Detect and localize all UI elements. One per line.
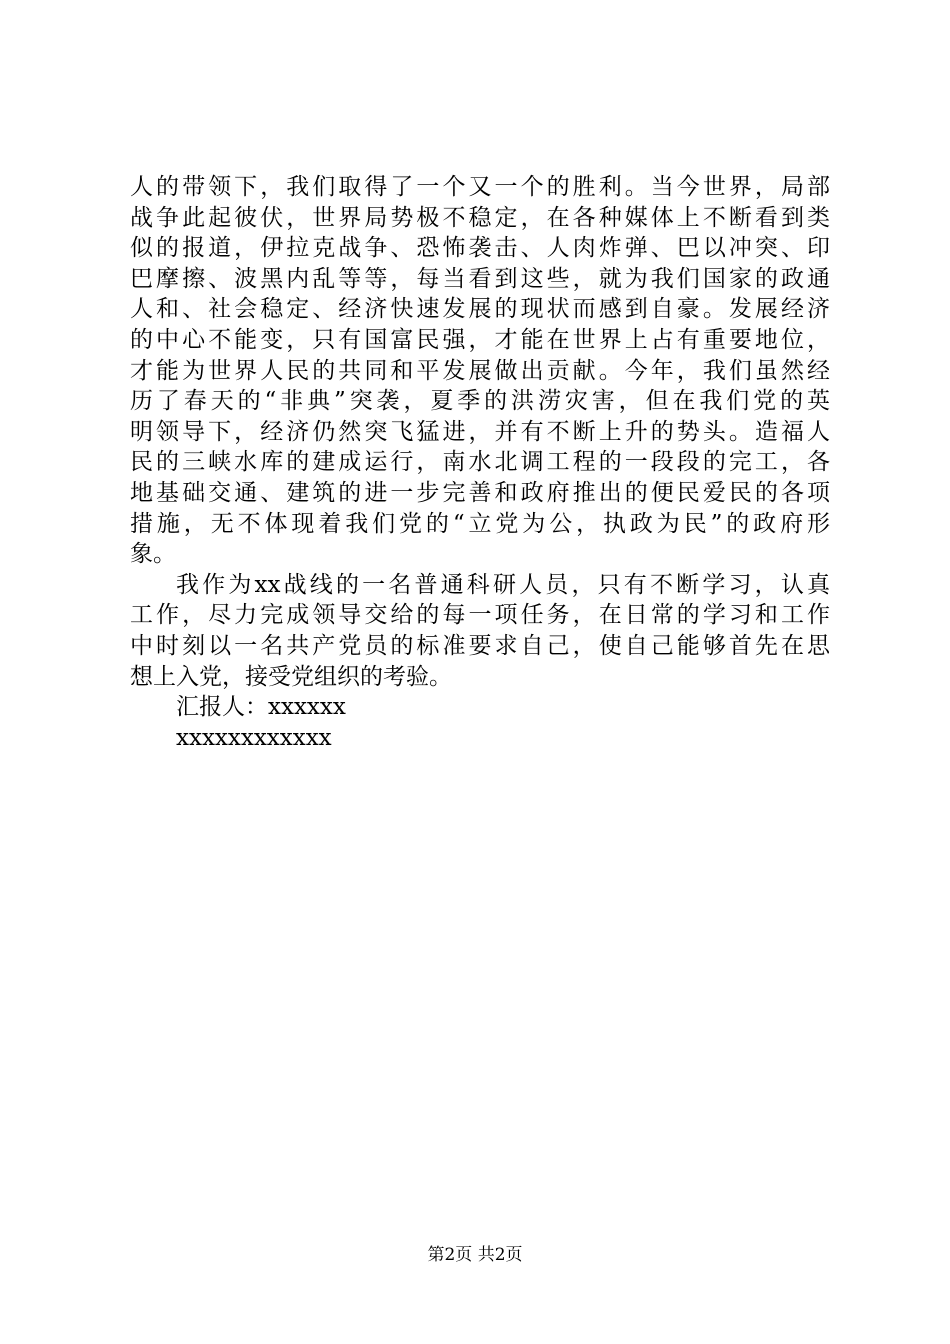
text-line: 人的带领下，我们取得了一个又一个的胜利。当今世界，局部 (130, 174, 830, 200)
paragraph-2 (130, 570, 830, 692)
text-line: 想上入党，接受党组织的考验。 (130, 663, 452, 690)
page-indicator: 第2页 共2页 (427, 1245, 523, 1265)
text-line: 历了春天的“非典”突袭，夏季的洪涝灾害，但在我们党的英 (130, 388, 830, 415)
text-line: 措施，无不体现着我们党的“立党为公，执政为民”的政府形 (130, 510, 830, 537)
text-line: 象。 (130, 541, 176, 568)
text-line: 明领导下，经济仍然突飞猛进，并有不断上升的势头。造福人 (130, 418, 830, 445)
text-line: 我作为xx战线的一名普通科研人员，只有不断学习，认真 (176, 571, 830, 598)
reporter-line: 汇报人：xxxxxx (176, 694, 346, 721)
text-line: 地基础交通、建筑的进一步完善和政府推出的便民爱民的各项 (130, 479, 830, 506)
text-line: 工作，尽力完成领导交给的每一项任务，在日常的学习和工作 (130, 602, 830, 629)
text-line: 中时刻以一名共产党员的标准要求自己，使自己能够首先在思 (130, 632, 830, 659)
text-line: 战争此起彼伏，世界局势极不稳定，在各种媒体上不断看到类 (130, 204, 830, 231)
text-line: 才能为世界人民的共同和平发展做出贡献。今年，我们虽然经 (130, 357, 830, 384)
date-line: xxxxxxxxxxxx (176, 724, 332, 751)
text-line: 似的报道，伊拉克战争、恐怖袭击、人肉炸弹、巴以冲突、印 (130, 235, 830, 262)
text-line: 巴摩擦、波黑内乱等等，每当看到这些，就为我们国家的政通 (130, 265, 830, 292)
document-body (130, 172, 830, 753)
text-line: 民的三峡水库的建成运行，南水北调工程的一段段的完工，各 (130, 449, 830, 476)
paragraph-1 (130, 172, 830, 570)
text-line: 的中心不能变，只有国富民强，才能在世界上占有重要地位， (130, 326, 830, 353)
text-line: 人和、社会稳定、经济快速发展的现状而感到自豪。发展经济 (130, 296, 830, 323)
